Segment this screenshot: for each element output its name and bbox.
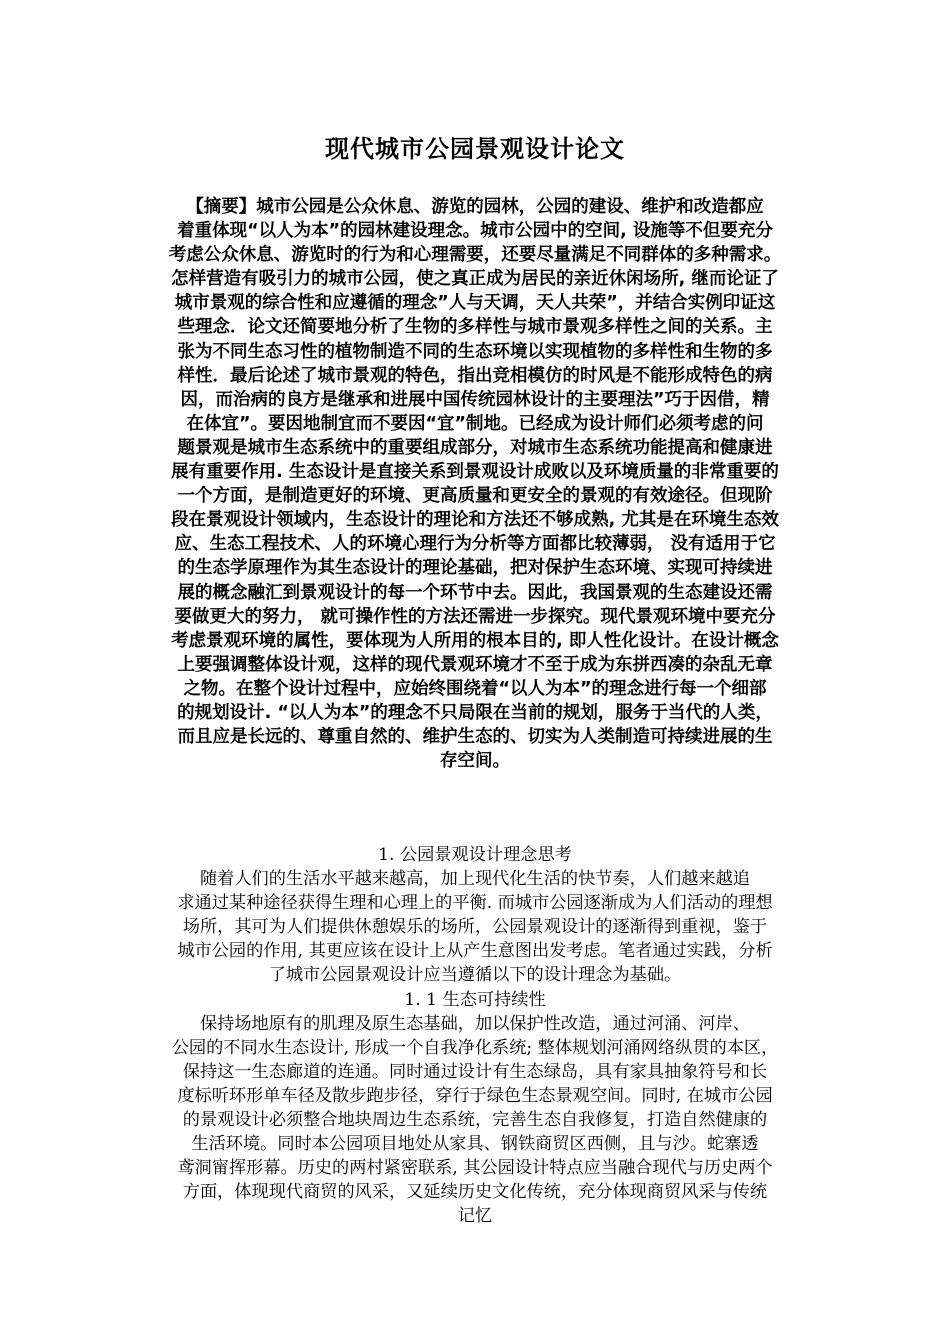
section-heading: 1. 公园景观设计理念思考 [378,845,572,865]
text-line: 因，而治病的良方是继承和进展中国传统园林设计的主要理法”巧于因借，精 [180,389,770,410]
text-line: 城市公园的作用, 其更应该在设计上从产生意图出发考虑。笔者通过实践，分析 [177,941,773,962]
text-line: 一个方面，是制造更好的环境、更高质量和更安全的景观的有效途径。但现阶 [177,486,773,507]
text-line: 张为不同生态习性的植物制造不同的生态环境以实现植物的多样性和生物的多 [177,341,773,362]
text-line: 随着人们的生活水平越来越高，加上现代化生活的快节奏，人们越来越追 [199,869,750,890]
text-line: 度标听环形单车径及散步跑步径，穿行于绿色生态景观空间。同时, 在城市公园 [177,1085,773,1106]
text-line: 考虑公众休息、游览时的行为和心理需要，还要尽量满足不同群体的多种需求。 [168,245,782,266]
text-line: 之物。在整个设计过程中，应始终围绕着“以人为本”的理念进行每一个细部 [183,678,767,699]
text-line: 而且应是长远的、尊重自然的、维护生态的、切实为人类制造可持续进展的生 [177,727,773,748]
text-line: 的规划设计. “以人为本”的理念不只局限在当前的规划，服务于当代的人类， [177,702,773,723]
text-line: 鸢洞甯挥形幕。历史的两村紧密联系, 其公园设计特点应当融合现代与历史两个 [177,1158,773,1179]
text-line: 展有重要作用. 生态设计是直接关系到景观设计成败以及环境质量的非常重要的 [171,462,779,483]
text-line: 段在景观设计领域内，生态设计的理论和方法还不够成熟, 尤其是在环境生态效 [171,510,779,531]
text-line: 保持场地原有的肌理及原生态基础，加以保护性改造，通过河涌、河岸、 [199,1013,750,1034]
text-line: 着重体现“以人为本”的园林建设理念。城市公园中的空间, 设施等不但要充分 [177,221,773,242]
text-line: 记忆 [457,1206,493,1227]
text-line: 场所，其可为人们提供休憩娱乐的场所，公园景观设计的逐渐得到重视，鉴于 [182,917,768,938]
page-title: 现代城市公园景观设计论文 [325,135,625,163]
text-line: 的景观设计必须整合地块周边生态系统，完善生态自我修复，打造自然健康的 [182,1110,768,1131]
text-line: 怎样营造有吸引力的城市公园，使之真正成为居民的亲近休闲场所, 继而论证了 [171,269,779,290]
text-line: 存空间。 [440,751,510,772]
text-line: 【摘要】城市公园是公众休息、游览的园林，公园的建设、维护和改造都应 [186,197,764,217]
text-line: 求通过某种途径获得生理和心理上的平衡. 而城市公园逐渐成为人们活动的理想 [177,893,773,914]
text-line: 样性．最后论述了城市景观的特色，指出竞相模仿的时风是不能形成特色的病 [177,365,773,386]
text-line: 了城市公园景观设计应当遵循以下的设计理念为基础。 [268,965,682,986]
text-line: 应、生态工程技术、人的环境心理行为分析等方面都比较薄弱， 没有适用于它 [174,534,776,555]
spacer [140,819,810,843]
text-line: 要做更大的努力， 就可操作性的方法还需进一步探究。现代景观环境中要充分 [174,606,776,627]
section-1-1-paragraph [140,1012,810,1229]
text-line: 公园的不同水生态设计, 形成一个自我净化系统; 整体规划河涌网络纵贯的本区， [171,1037,779,1058]
text-line: 考虑景观环境的属性，要体现为人所用的根本目的, 即人性化设计。在设计概念 [171,630,779,651]
text-line: 城市景观的综合性和应遵循的理念”人与天调，天人共荣”，并结合实例印证这 [174,293,776,314]
abstract [140,195,810,773]
section-1-paragraph [140,867,810,987]
body-text [140,819,810,1229]
text-line: 些理念．论文还简要地分析了生物的多样性与城市景观多样性之间的关系。主 [177,317,773,338]
text-line: 的生态学原理作为其生态设计的理论基础，把对保护生态环境、实现可持续进 [177,558,773,579]
text-line: 题景观是城市生态系统中的重要组成部分，对城市生态系统功能提高和健康进 [177,437,773,458]
text-line: 方面，体现现代商贸的风采，又延续历史文化传统，充分体现商贸风采与传统 [182,1182,768,1203]
subsection-heading: 1. 1 生态可持续性 [404,989,546,1010]
text-line: 上要强调整体设计观，这样的现代景观环境才不至于成为东拼西凑的杂乱无章 [177,654,773,675]
text-line: 生活环境。同时本公园项目地处从家具、钢铁商贸区西侧，且与沙。蛇寨透 [191,1134,759,1155]
text-line: 保持这一生态廊道的连通。同时通过设计有生态绿岛，具有家具抽象符号和长 [182,1061,768,1082]
text-line: 展的概念融汇到景观设计的每一个环节中去。因此，我国景观的生态建设还需 [177,582,773,603]
text-line: 在体宜”。要因地制宜而不要因“宜”制地。已经成为设计师们必须考虑的问 [186,413,764,434]
